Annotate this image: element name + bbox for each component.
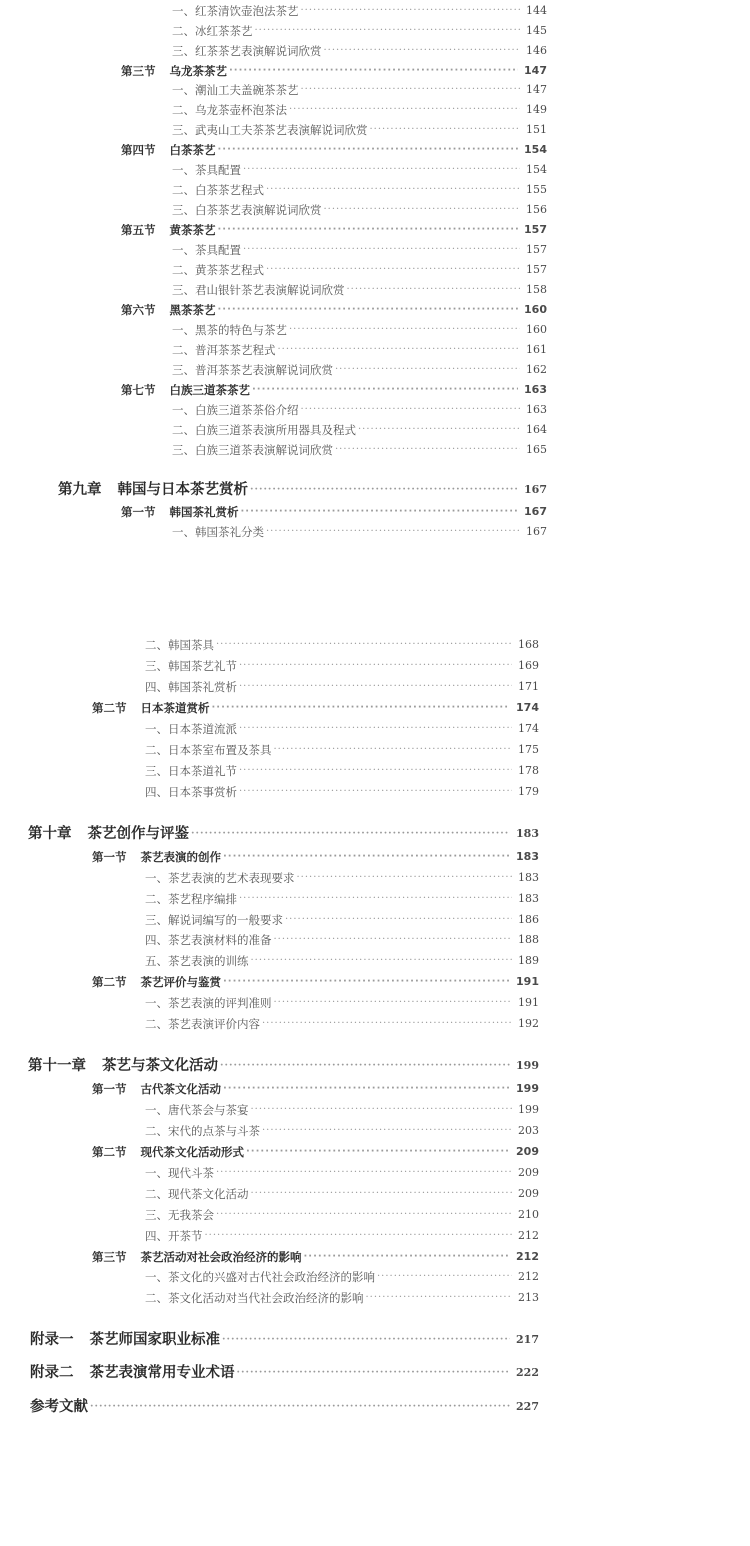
toc-page-number: 164 xyxy=(526,423,547,436)
toc-section-title: 古代茶文化活动 xyxy=(140,1082,221,1096)
dot-leader xyxy=(251,1184,513,1204)
toc-item-title: 二、韩国茶具 xyxy=(145,638,214,652)
toc-item-row[interactable] xyxy=(172,21,547,41)
dot-leader xyxy=(335,360,520,380)
toc-item-title: 二、现代茶文化活动 xyxy=(145,1187,249,1201)
toc-appendix-title: 茶艺师国家职业标准 xyxy=(89,1331,220,1348)
toc-page-number: 161 xyxy=(526,343,547,356)
toc-appendix-number: 附录二 xyxy=(30,1364,74,1381)
toc-page-number: 147 xyxy=(524,64,547,77)
toc-item-row[interactable] xyxy=(172,440,547,460)
toc-item-title: 二、茶艺程序编排 xyxy=(145,892,237,906)
toc-appendix-number: 附录一 xyxy=(30,1331,74,1348)
toc-item-title: 三、白族三道茶表演解说词欣赏 xyxy=(172,443,333,457)
dot-leader xyxy=(223,1079,510,1099)
toc-page-number: 183 xyxy=(516,827,539,840)
toc-page-number: 212 xyxy=(516,1250,539,1263)
toc-section-row[interactable] xyxy=(121,300,547,320)
toc-page-number: 160 xyxy=(526,323,547,336)
toc-item-row[interactable] xyxy=(172,320,547,340)
toc-item-title: 一、日本茶道流派 xyxy=(145,722,237,736)
toc-item-title: 三、武夷山工夫茶茶艺表演解说词欣赏 xyxy=(172,123,368,137)
toc-item-title: 二、普洱茶茶艺程式 xyxy=(172,343,276,357)
dot-leader xyxy=(262,1014,512,1034)
toc-item-row[interactable] xyxy=(145,1288,539,1308)
dot-leader xyxy=(205,1226,513,1246)
toc-section-row[interactable] xyxy=(92,847,539,867)
toc-item-row[interactable] xyxy=(145,1100,539,1120)
dot-leader xyxy=(239,889,512,909)
dot-leader xyxy=(324,41,521,61)
toc-item-title: 四、开茶节 xyxy=(145,1229,203,1243)
toc-item-title: 一、韩国茶礼分类 xyxy=(172,525,264,539)
toc-section-number: 第四节 xyxy=(121,143,156,157)
toc-item-row[interactable] xyxy=(145,868,539,888)
toc-page-number: 178 xyxy=(518,764,539,777)
toc-section-number: 第三节 xyxy=(121,64,156,78)
toc-item-row[interactable] xyxy=(145,1121,539,1141)
toc-page-number: 209 xyxy=(516,1145,539,1158)
toc-page-number: 212 xyxy=(518,1229,539,1242)
toc-item-row[interactable] xyxy=(145,677,539,697)
dot-leader xyxy=(266,260,520,280)
dot-leader xyxy=(239,782,512,802)
dot-leader xyxy=(90,1395,510,1419)
dot-leader xyxy=(218,140,519,160)
dot-leader xyxy=(239,656,512,676)
toc-item-row[interactable] xyxy=(145,1267,539,1287)
toc-page-number: 167 xyxy=(524,505,547,518)
toc-item-row[interactable] xyxy=(145,782,539,802)
toc-page-number: 188 xyxy=(518,933,539,946)
toc-item-row[interactable] xyxy=(145,910,539,930)
toc-chapter-title: 韩国与日本茶艺赏析 xyxy=(117,481,248,498)
dot-leader xyxy=(251,1100,513,1120)
toc-section-title: 乌龙茶茶艺 xyxy=(169,64,227,78)
toc-page-number: 147 xyxy=(526,83,547,96)
toc-section-row[interactable] xyxy=(92,1079,539,1099)
toc-page-number: 163 xyxy=(526,403,547,416)
dot-leader xyxy=(301,400,521,420)
toc-item-title: 一、潮汕工夫盖碗茶茶艺 xyxy=(172,83,299,97)
dot-leader xyxy=(266,522,520,542)
toc-item-title: 三、普洱茶茶艺表演解说词欣赏 xyxy=(172,363,333,377)
toc-item-title: 一、茶艺表演的艺术表现要求 xyxy=(145,871,295,885)
dot-leader xyxy=(241,502,519,522)
toc-item-title: 二、乌龙茶壶杯泡茶法 xyxy=(172,103,287,117)
dot-leader xyxy=(262,1121,512,1141)
toc-appendix-title: 茶艺表演常用专业术语 xyxy=(89,1364,235,1381)
toc-item-row[interactable] xyxy=(145,1226,539,1246)
toc-chapter-title: 茶艺创作与评鉴 xyxy=(87,825,189,842)
dot-leader xyxy=(324,200,521,220)
toc-item-row[interactable] xyxy=(145,719,539,739)
toc-section-title: 日本茶道赏析 xyxy=(140,701,210,715)
toc-item-title: 五、茶艺表演的训练 xyxy=(145,954,249,968)
dot-leader xyxy=(278,340,521,360)
toc-page-number: 203 xyxy=(518,1124,539,1137)
dot-leader xyxy=(191,822,510,846)
toc-item-row[interactable] xyxy=(172,420,547,440)
toc-item-row[interactable] xyxy=(172,240,547,260)
toc-item-title: 一、现代斗茶 xyxy=(145,1166,214,1180)
toc-item-title: 一、白族三道茶茶俗介绍 xyxy=(172,403,299,417)
toc-section-title: 现代茶文化活动形式 xyxy=(140,1145,244,1159)
toc-section-title: 茶艺活动对社会政治经济的影响 xyxy=(140,1250,302,1264)
dot-leader xyxy=(218,300,519,320)
toc-item-title: 四、日本茶事赏析 xyxy=(145,785,237,799)
toc-item-title: 三、君山银针茶艺表演解说词欣赏 xyxy=(172,283,345,297)
toc-page-number: 217 xyxy=(516,1333,539,1346)
dot-leader xyxy=(239,719,512,739)
dot-leader xyxy=(297,868,513,888)
toc-item-title: 二、日本茶室布置及茶具 xyxy=(145,743,272,757)
toc-item-title: 三、韩国茶艺礼节 xyxy=(145,659,237,673)
dot-leader xyxy=(222,1328,510,1352)
toc-section-title: 韩国茶礼赏析 xyxy=(169,505,239,519)
dot-leader xyxy=(252,380,518,400)
toc-item-row[interactable] xyxy=(172,80,547,100)
toc-page-number: 168 xyxy=(518,638,539,651)
toc-page-number: 157 xyxy=(526,243,547,256)
toc-section-number: 第一节 xyxy=(92,850,127,864)
toc-section-title: 茶艺表演的创作 xyxy=(140,850,221,864)
toc-chapter-row[interactable] xyxy=(28,1054,539,1078)
toc-section-title: 茶艺评价与鉴赏 xyxy=(140,975,221,989)
toc-page-number: 157 xyxy=(526,263,547,276)
toc-item-row[interactable] xyxy=(172,160,547,180)
toc-appendix-row[interactable] xyxy=(30,1361,539,1385)
toc-item-row[interactable] xyxy=(172,280,547,300)
dot-leader xyxy=(216,1163,512,1183)
toc-section-title: 白族三道茶茶艺 xyxy=(169,383,250,397)
toc-page-number: 189 xyxy=(518,954,539,967)
toc-page-number: 212 xyxy=(518,1270,539,1283)
toc-section-title: 黑茶茶艺 xyxy=(169,303,216,317)
dot-leader xyxy=(301,80,521,100)
toc-item-row[interactable] xyxy=(145,635,539,655)
toc-item-title: 一、黑茶的特色与茶艺 xyxy=(172,323,287,337)
toc-item-title: 一、茶具配置 xyxy=(172,243,241,257)
toc-page-number: 213 xyxy=(518,1291,539,1304)
toc-item-row[interactable] xyxy=(172,1,547,21)
dot-leader xyxy=(370,120,521,140)
toc-item-row[interactable] xyxy=(145,889,539,909)
toc-item-title: 一、红茶清饮壶泡法茶艺 xyxy=(172,4,299,18)
dot-leader xyxy=(274,740,513,760)
toc-page-number: 183 xyxy=(518,892,539,905)
toc-page-number: 179 xyxy=(518,785,539,798)
toc-page-number: 199 xyxy=(516,1082,539,1095)
dot-leader xyxy=(212,698,511,718)
toc-page-number: 183 xyxy=(516,850,539,863)
toc-item-row[interactable] xyxy=(172,340,547,360)
dot-leader xyxy=(223,972,510,992)
toc-section-row[interactable] xyxy=(92,1142,539,1162)
toc-page-number: 183 xyxy=(518,871,539,884)
toc-section-number: 第五节 xyxy=(121,223,156,237)
toc-item-title: 三、解说词编写的一般要求 xyxy=(145,913,283,927)
toc-page-number: 165 xyxy=(526,443,547,456)
toc-page-number: 151 xyxy=(526,123,547,136)
toc-appendix-row[interactable] xyxy=(30,1395,539,1419)
dot-leader xyxy=(274,930,513,950)
toc-page-number: 175 xyxy=(518,743,539,756)
dot-leader xyxy=(216,1205,512,1225)
toc-page-number: 199 xyxy=(516,1059,539,1072)
toc-page-number: 174 xyxy=(518,722,539,735)
toc-chapter-title: 茶艺与茶文化活动 xyxy=(102,1057,218,1074)
toc-page-number: 191 xyxy=(516,975,539,988)
dot-leader xyxy=(266,180,520,200)
toc-section-number: 第二节 xyxy=(92,1145,127,1159)
dot-leader xyxy=(237,1361,511,1385)
dot-leader xyxy=(285,910,512,930)
toc-item-title: 一、茶艺表演的评判准则 xyxy=(145,996,272,1010)
toc-section-number: 第三节 xyxy=(92,1250,127,1264)
toc-page-number: 192 xyxy=(518,1017,539,1030)
toc-page-number: 227 xyxy=(516,1400,539,1413)
dot-leader xyxy=(243,160,520,180)
toc-page-number: 199 xyxy=(518,1103,539,1116)
toc-item-title: 四、韩国茶礼赏析 xyxy=(145,680,237,694)
toc-item-row[interactable] xyxy=(172,200,547,220)
toc-section-row[interactable] xyxy=(121,61,547,81)
toc-item-title: 三、无我茶会 xyxy=(145,1208,214,1222)
toc-item-title: 三、红茶茶艺表演解说词欣赏 xyxy=(172,44,322,58)
dot-leader xyxy=(366,1288,513,1308)
toc-section-number: 第二节 xyxy=(92,701,127,715)
dot-leader xyxy=(289,320,520,340)
toc-item-row[interactable] xyxy=(172,400,547,420)
toc-page-number: 186 xyxy=(518,913,539,926)
dot-leader xyxy=(255,21,521,41)
toc-page-number: 157 xyxy=(524,223,547,236)
toc-item-title: 二、宋代的点茶与斗茶 xyxy=(145,1124,260,1138)
dot-leader xyxy=(347,280,521,300)
toc-page-number: 191 xyxy=(518,996,539,1009)
toc-item-title: 二、茶艺表演评价内容 xyxy=(145,1017,260,1031)
dot-leader xyxy=(246,1142,510,1162)
toc-item-row[interactable] xyxy=(145,951,539,971)
dot-leader xyxy=(250,478,518,502)
toc-page-number: 155 xyxy=(526,183,547,196)
toc-page-number: 149 xyxy=(526,103,547,116)
toc-page-number: 167 xyxy=(526,525,547,538)
toc-item-row[interactable] xyxy=(145,993,539,1013)
toc-section-row[interactable] xyxy=(121,380,547,400)
toc-item-row[interactable] xyxy=(145,930,539,950)
toc-section-row[interactable] xyxy=(92,1247,539,1267)
toc-appendix-row[interactable] xyxy=(30,1328,539,1352)
toc-section-number: 第七节 xyxy=(121,383,156,397)
dot-leader xyxy=(301,1,521,21)
toc-item-title: 二、白族三道茶表演所用器具及程式 xyxy=(172,423,356,437)
toc-item-title: 三、白茶茶艺表演解说词欣赏 xyxy=(172,203,322,217)
dot-leader xyxy=(377,1267,512,1287)
dot-leader xyxy=(274,993,513,1013)
dot-leader xyxy=(304,1247,511,1267)
toc-item-row[interactable] xyxy=(145,1205,539,1225)
dot-leader xyxy=(216,635,512,655)
toc-section-title: 白茶茶艺 xyxy=(169,143,216,157)
toc-item-title: 一、茶具配置 xyxy=(172,163,241,177)
toc-item-row[interactable] xyxy=(145,1163,539,1183)
toc-page-number: 154 xyxy=(524,143,547,156)
toc-item-title: 二、茶文化活动对当代社会政治经济的影响 xyxy=(145,1291,364,1305)
dot-leader xyxy=(223,847,510,867)
toc-item-row[interactable] xyxy=(172,260,547,280)
dot-leader xyxy=(239,761,512,781)
toc-page-number: 162 xyxy=(526,363,547,376)
toc-item-row[interactable] xyxy=(172,522,547,542)
toc-item-title: 二、冰红茶茶艺 xyxy=(172,24,253,38)
toc-page-number: 167 xyxy=(524,483,547,496)
toc-page-number: 163 xyxy=(524,383,547,396)
toc-page-number: 158 xyxy=(526,283,547,296)
toc-item-title: 二、黄茶茶艺程式 xyxy=(172,263,264,277)
toc-chapter-number: 第九章 xyxy=(58,481,102,498)
toc-item-title: 一、唐代茶会与茶宴 xyxy=(145,1103,249,1117)
toc-item-row[interactable] xyxy=(145,1184,539,1204)
toc-chapter-number: 第十一章 xyxy=(28,1057,86,1074)
toc-item-row[interactable] xyxy=(172,41,547,61)
toc-item-row[interactable] xyxy=(145,656,539,676)
toc-page-number: 210 xyxy=(518,1208,539,1221)
toc-section-number: 第一节 xyxy=(92,1082,127,1096)
toc-page-number: 169 xyxy=(518,659,539,672)
dot-leader xyxy=(218,220,519,240)
toc-appendix-title: 参考文献 xyxy=(30,1398,88,1415)
toc-page-number: 156 xyxy=(526,203,547,216)
toc-section-row[interactable] xyxy=(92,698,539,718)
toc-section-row[interactable] xyxy=(121,140,547,160)
toc-page-number: 146 xyxy=(526,44,547,57)
toc-page-number: 222 xyxy=(516,1366,539,1379)
toc-item-title: 二、白茶茶艺程式 xyxy=(172,183,264,197)
toc-page-number: 160 xyxy=(524,303,547,316)
toc-section-row[interactable] xyxy=(121,220,547,240)
toc-item-title: 三、日本茶道礼节 xyxy=(145,764,237,778)
dot-leader xyxy=(243,240,520,260)
toc-page-number: 145 xyxy=(526,24,547,37)
toc-section-number: 第六节 xyxy=(121,303,156,317)
toc-section-number: 第二节 xyxy=(92,975,127,989)
toc-section-row[interactable] xyxy=(92,972,539,992)
toc-page-number: 144 xyxy=(526,4,547,17)
toc-chapter-row[interactable] xyxy=(28,822,539,846)
dot-leader xyxy=(335,440,520,460)
dot-leader xyxy=(251,951,513,971)
toc-item-title: 一、茶文化的兴盛对古代社会政治经济的影响 xyxy=(145,1270,375,1284)
toc-item-row[interactable] xyxy=(172,360,547,380)
dot-leader xyxy=(358,420,520,440)
dot-leader xyxy=(229,61,518,81)
toc-item-row[interactable] xyxy=(145,740,539,760)
toc-item-row[interactable] xyxy=(172,120,547,140)
toc-item-row[interactable] xyxy=(145,1014,539,1034)
dot-leader xyxy=(239,677,512,697)
toc-section-title: 黄茶茶艺 xyxy=(169,223,216,237)
dot-leader xyxy=(289,100,520,120)
toc-item-row[interactable] xyxy=(172,180,547,200)
toc-chapter-row[interactable] xyxy=(58,478,547,502)
toc-page-number: 154 xyxy=(526,163,547,176)
toc-page-number: 209 xyxy=(518,1166,539,1179)
toc-page-number: 209 xyxy=(518,1187,539,1200)
toc-chapter-number: 第十章 xyxy=(28,825,72,842)
toc-section-number: 第一节 xyxy=(121,505,156,519)
toc-section-row[interactable] xyxy=(121,502,547,522)
toc-item-title: 四、茶艺表演材料的准备 xyxy=(145,933,272,947)
toc-item-row[interactable] xyxy=(145,761,539,781)
toc-page-number: 174 xyxy=(516,701,539,714)
toc-item-row[interactable] xyxy=(172,100,547,120)
toc-page-number: 171 xyxy=(518,680,539,693)
dot-leader xyxy=(220,1054,510,1078)
